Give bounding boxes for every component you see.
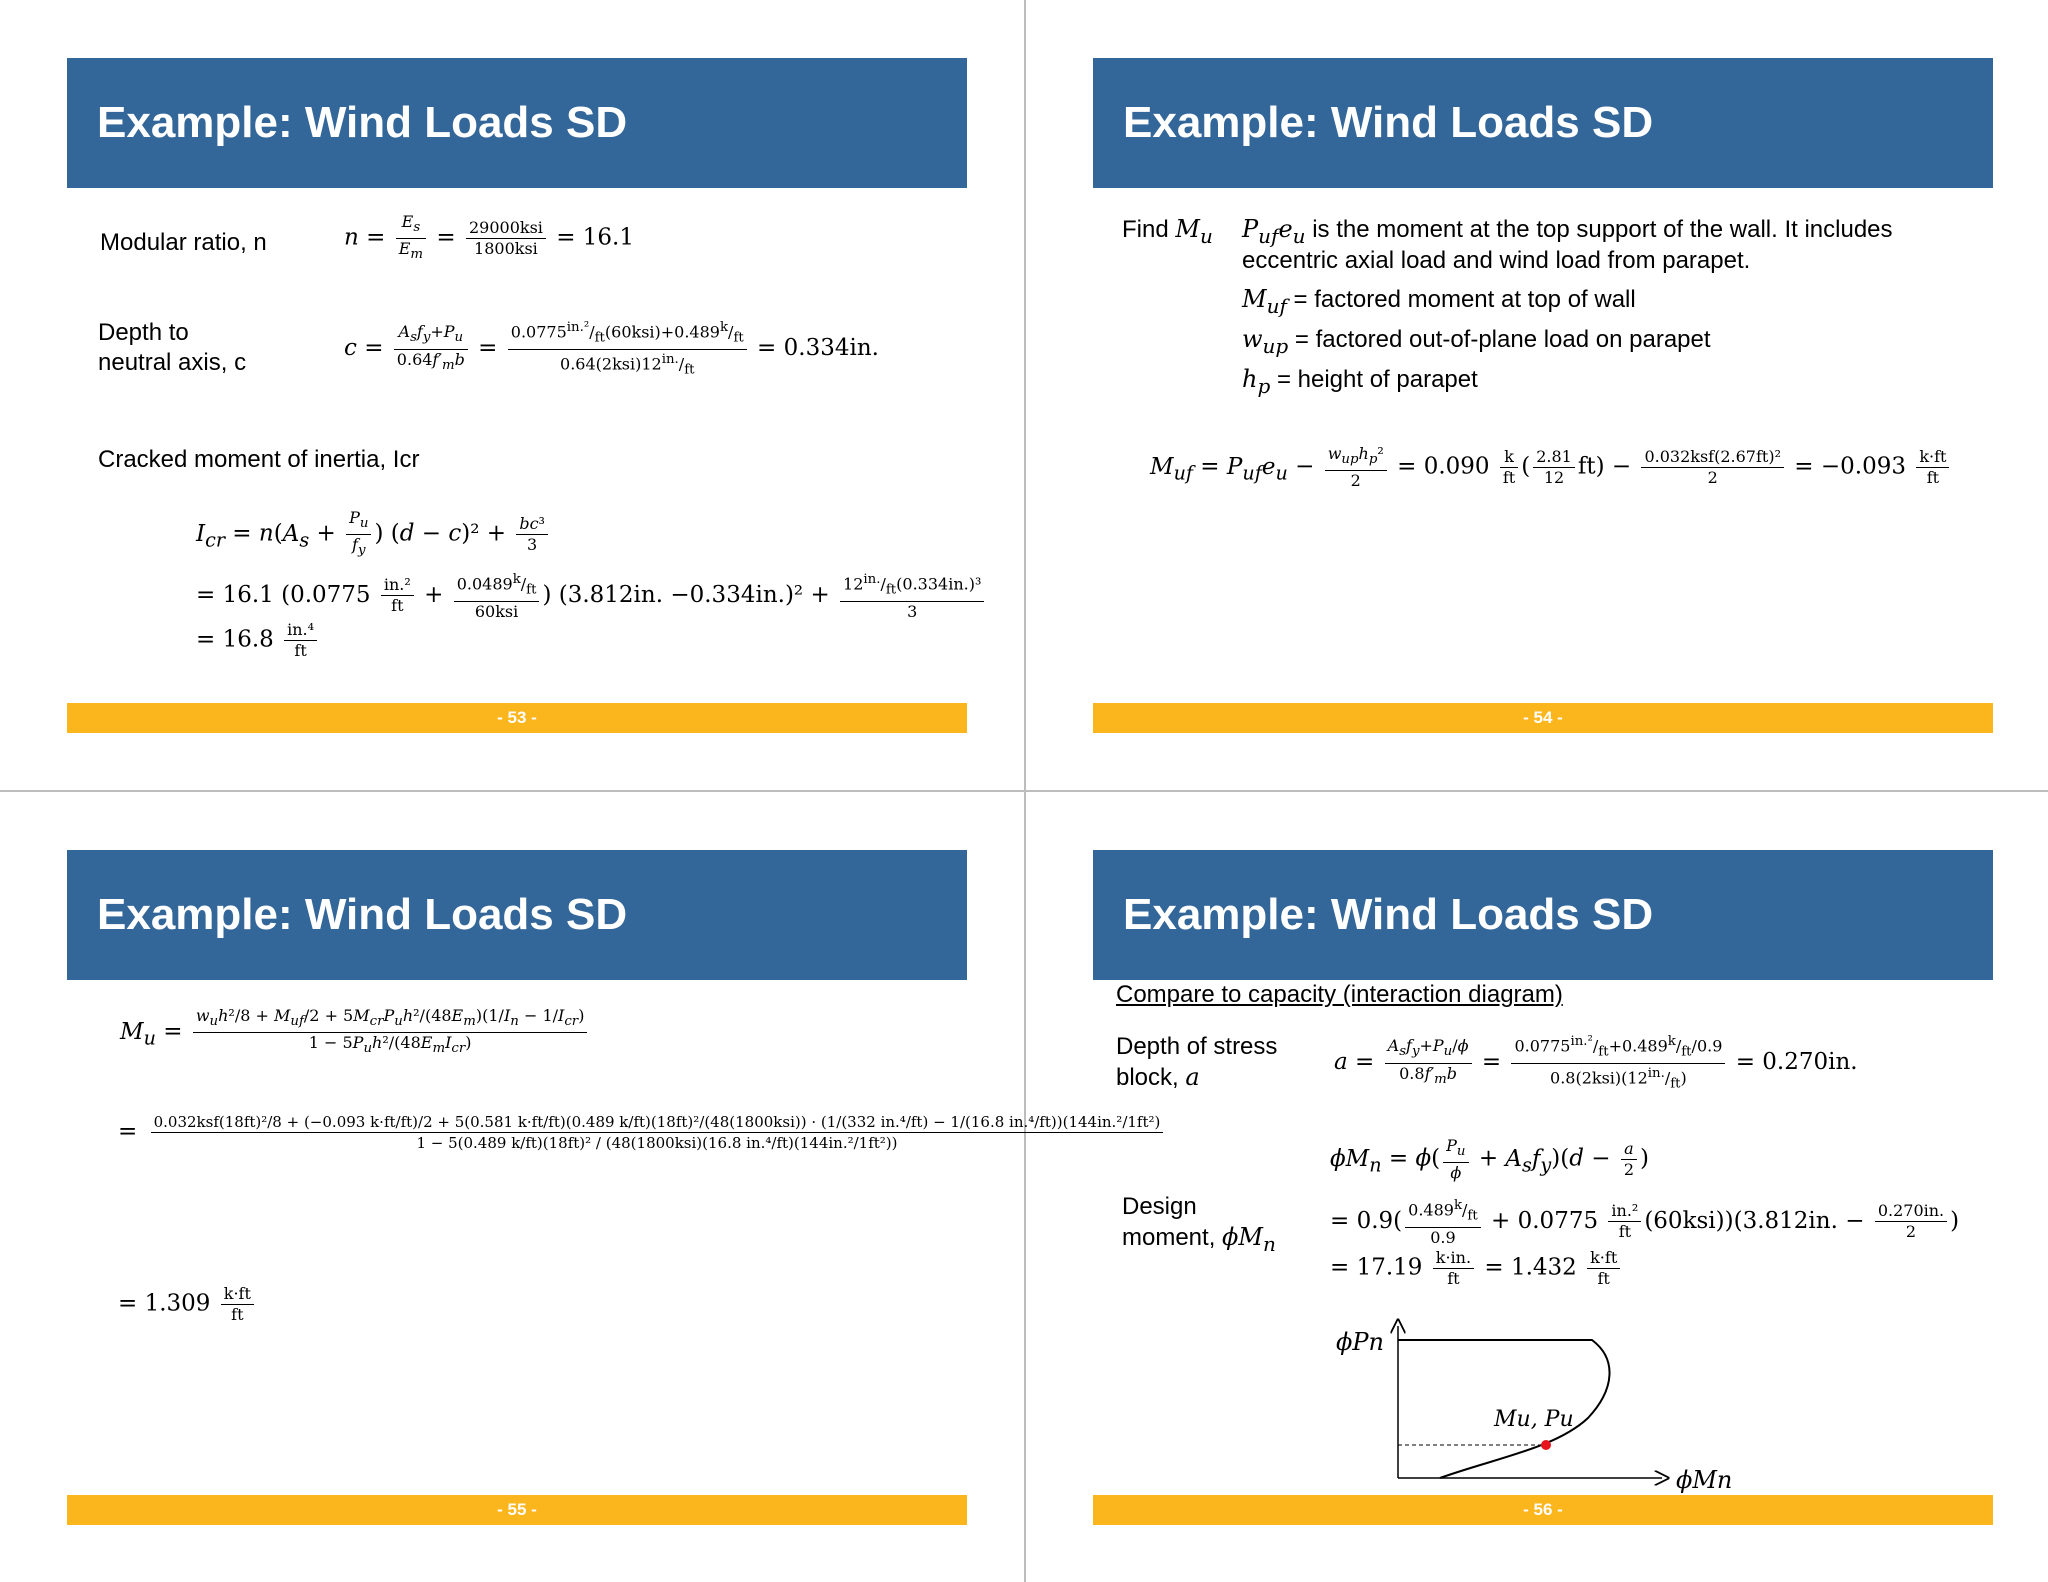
page-number: - 56 - [1523,1500,1563,1519]
y-axis-label: ϕPn [1336,1328,1384,1356]
slide-title: Example: Wind Loads SD [1123,890,1654,939]
phi-mn-equation-line2: = 0.9( $\frac{0.489^k/_{ft}}{0.9}$ + 0.0775 $\frac{\text{in.²}}{ft}$ (60ksi))(3.812in. − $\frac{0.270in.}{2}$ ) [1330,1198,1960,1247]
description-line1: $P_{uf}e_u$ is the moment at the top support of the wall. It includes [1242,215,1893,248]
slide-footer-bar [1093,1495,1993,1525]
slide-56 [1026,792,2046,1577]
slide-53 [0,0,1020,785]
depth-label-line2: neutral axis, c [98,349,247,376]
modular-ratio-label: Modular ratio, n [100,229,267,256]
slide-title-bar [1093,58,1993,188]
muf-equation: $M_{uf} = P_{uf}e_u$ − $\frac{w_{up}h_p^2}{2}$ = 0.090 $\frac{k}{ft}$ ( $\frac{2.81}{12}$ ft) − $\frac{\text{0.032ksf(2.67ft)²}}{2}$ = −0.093 $\frac{k\cdot ft}{ft}$ [1150,444,1952,491]
icr-equation-line2: = 16.1 (0.0775 $\frac{\text{in.²}}{ft}$ + $\frac{0.0489^k/_{ft}}{\text{60ksi}}$ ) (3.812in. −0.334in.)² + $\frac{12^{in.}/_{ft}(0.334in.)^3}{3}$ [196,570,987,622]
description-line2: eccentric axial load and wind load from parapet. [1242,247,1751,274]
stress-block-equation: a = $\frac{A_sf_y+P_u/\phi}{0.8f'_mb}$ = $\frac{0.0775^{in.^2}/_{ft}+0.489^k/_{ft}/0.9}{0.8(2ksi)(12^{in.}/_{ft})}$ = 0.270in. [1334,1034,1858,1092]
neutral-axis-equation: c = $\frac{A_sf_y+P_u}{0.64f'_mb}$ = $\frac{0.0775^{in.^2}/_{ft}(60ksi)+0.489^k/_{ft}}{0.64(2ksi)12^{in.}/_{ft}}$ = 0.334in. [344,320,879,378]
page-number: - 55 - [497,1500,537,1519]
mu-equation-substituted: = 0.032ksf(18ft)²/8 + (−0.093 k·ft/ft)/2 + 5(0.581 k·ft/ft)(0.489 k/ft)(18ft)²/(48(1800ksi)) · (1/(332 in.⁴/ft) − 1/(16.8 in.⁴/ft))(144in.²/1ft²) 1 − 5(0.489 k/ft)(18ft)² / (48(1800ksi)(16.8 in.⁴/ft)(144in.²/1ft²)) [118,1112,1166,1153]
slide-footer-bar [1093,703,1993,733]
design-moment-label-line2: moment, $\phi M_n$ [1122,1223,1276,1256]
stress-block-label-line2: block, a [1116,1063,1200,1091]
slide-footer-bar [67,1495,967,1525]
compare-heading: Compare to capacity (interaction diagram) [1116,981,1563,1008]
slide-title: Example: Wind Loads SD [97,98,628,147]
slide-footer-bar [67,703,967,733]
slide-title: Example: Wind Loads SD [97,890,628,939]
definition-hp: $h_p$ = height of parapet [1242,365,1478,398]
page-number: - 54 - [1523,708,1563,727]
depth-label-line1: Depth to [98,319,189,346]
design-moment-label-line1: Design [1122,1193,1197,1220]
stress-block-label-line1: Depth of stress [1116,1033,1278,1060]
definition-wup: $w_{up}$ = factored out-of-plane load on parapet [1242,325,1711,358]
icr-equation-result: = 16.8 $\frac{\text{in.⁴}}{ft}$ [196,620,320,661]
page-number: - 53 - [497,708,537,727]
phi-mn-equation-line3: = 17.19 $\frac{k\cdot in.}{ft}$ = 1.432 $\frac{k\cdot ft}{ft}$ [1330,1248,1623,1289]
cracked-moment-label: Cracked moment of inertia, Icr [98,446,420,473]
point-label: Mu, Pu [1494,1407,1574,1432]
slide-title: Example: Wind Loads SD [1123,98,1654,147]
slide-54 [1026,0,2046,785]
phi-mn-equation-line1: $\phi M_n = \phi$( $\frac{P_u}{\phi}$ + $A_sf_y)(d$ − $\frac{a}{2}$ ) [1330,1136,1649,1183]
slide-title-bar [67,850,967,980]
mu-equation-general: $M_u$ = $\frac{w_uh^2/8 + M_{uf}/2 + 5M_{cr}P_uh^2/(48E_m)(1/I_n - 1/I_{cr})}{1 - 5P_uh^2/(48E_mI_{cr})}$ [120,1006,590,1059]
find-mu-label: Find $M_u$ [1122,215,1213,248]
modular-ratio-equation: n = $\frac{E_s}{E_m}$ = $\frac{\text{29000ksi}}{\text{1800ksi}}$ = 16.1 [344,212,634,263]
x-axis-label: ϕMn [1676,1466,1733,1494]
interaction-diagram [1326,1318,1746,1498]
definition-muf: $M_{uf}$ = factored moment at top of wall [1242,285,1636,318]
slide-title-bar [1093,850,1993,980]
slide-title-bar [67,58,967,188]
icr-equation-line1: $I_{cr} = n(A_s$ + $\frac{P_u}{f_y}$ ) (d − c)² + $\frac{\text{bc³}}{3}$ [196,508,551,561]
mu-equation-result: = 1.309 $\frac{k\cdot ft}{ft}$ [118,1284,257,1325]
load-point [1541,1440,1551,1450]
